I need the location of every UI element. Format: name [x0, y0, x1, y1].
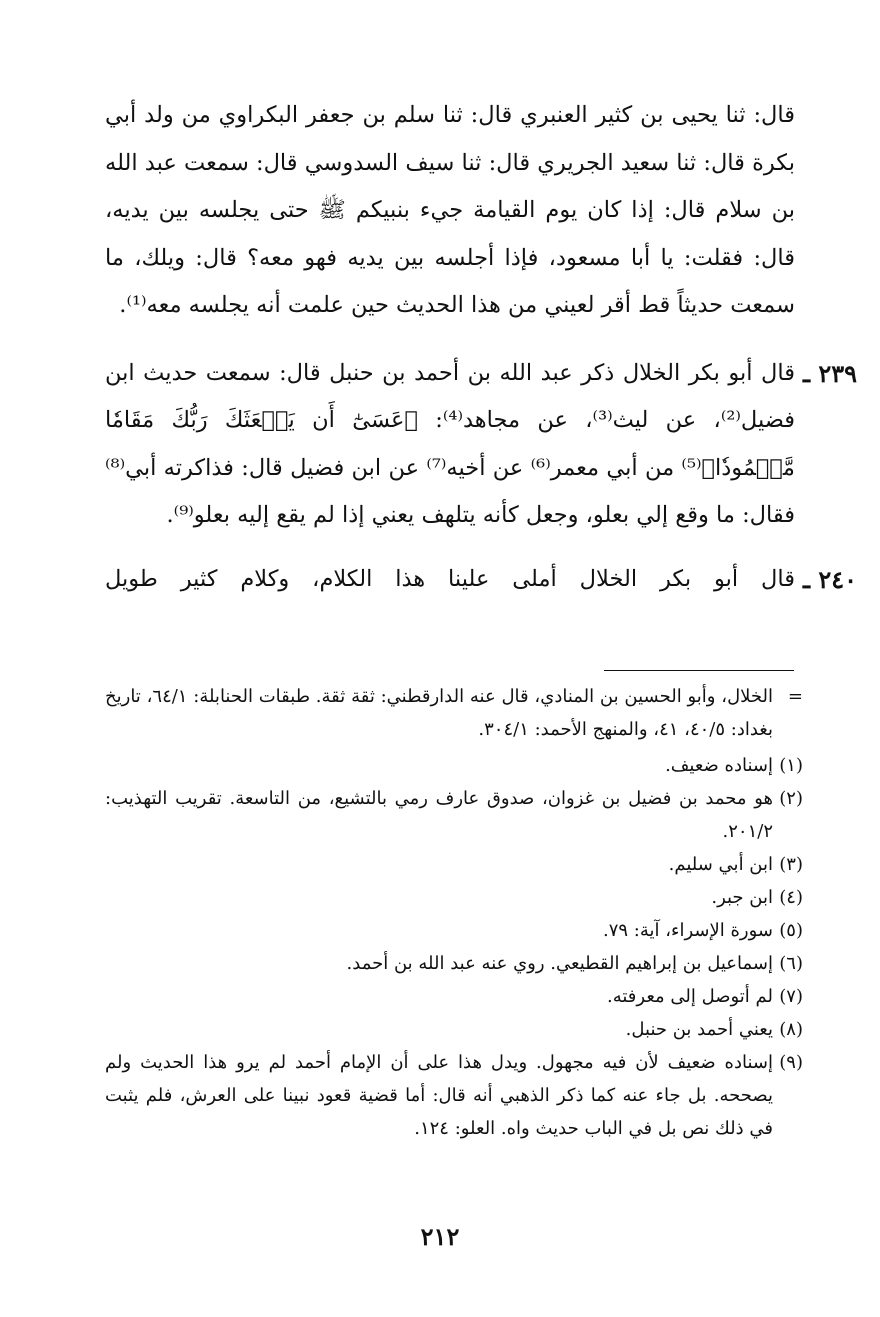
- footnote-7: [105, 980, 803, 1013]
- footnote-text: يعني أحمد بن حنبل.: [625, 1019, 773, 1040]
- footnote-3: [105, 848, 803, 881]
- footnote-5: [105, 914, 803, 947]
- footnote-6: [105, 947, 803, 980]
- footnote-mark: (٧): [779, 986, 803, 1007]
- footnote-mark: (٦): [779, 953, 803, 974]
- entry-number: ٢٣٩ ـ: [802, 358, 857, 388]
- footnote-mark: (١): [779, 755, 803, 776]
- footnote-mark: (٩): [779, 1052, 803, 1073]
- entry-text: قال أبو بكر الخلال ذكر عبد الله بن أحمد بن حنبل قال: سمعت حديث ابن فضيل⁽²⁾، عن ليث⁽³⁾، عن مجاهد⁽⁴⁾: ﴿عَسَىٰٓ أَن يَبۡعَثَكَ رَبُّكَ مَقَامٗا مَّحۡمُودٗا﴾⁽⁵⁾ من أبي معمر⁽⁶⁾ عن أخيه⁽⁷⁾ عن ابن فضيل قال: فذاكرته أبي⁽⁸⁾ فقال: ما وقع إلي بعلو، وجعل كأنه يتلهف يعني إذا لم يقع إليه بعلو⁽⁹⁾.: [105, 359, 795, 528]
- footnote-text: الخلال، وأبو الحسين بن المنادي، قال عنه الدارقطني: ثقة ثقة. طبقات الحنابلة: ٦٤/١، تاريخ بغداد: ٤٠/٥، ٤١، والمنهج الأحمد: ٣٠٤/١.: [105, 686, 773, 740]
- footnote-text: ابن أبي سليم.: [668, 854, 773, 875]
- footnote-8: [105, 1013, 803, 1046]
- footnote-1: [105, 749, 803, 782]
- footnote-text: إسماعيل بن إبراهيم القطيعي. روي عنه عبد الله بن أحمد.: [346, 953, 773, 974]
- entry-text: قال أبو بكر الخلال أملى علينا هذا الكلام، وكلام كثير طويل: [105, 565, 795, 592]
- entry-239: [105, 350, 857, 540]
- footnote-mark: (٨): [779, 1019, 803, 1040]
- footnote-mark: (٣): [779, 854, 803, 875]
- footnote-mark: (٥): [779, 920, 803, 941]
- footnote-mark: (٤): [779, 887, 803, 908]
- footnote-text: سورة الإسراء، آية: ٧٩.: [602, 920, 773, 941]
- footnote-text: إسناده ضعيف.: [665, 755, 773, 776]
- footnote-text: هو محمد بن فضيل بن غزوان، صدوق عارف رمي بالتشيع، من التاسعة. تقريب التهذيب: ٢٠١/٢.: [105, 788, 773, 842]
- paragraph-continuation: قال: ثنا يحيى بن كثير العنبري قال: ثنا سلم بن جعفر البكراوي من ولد أبي بكرة قال: ثنا سعيد الجريري قال: ثنا سيف السدوسي قال: سمعت عبد الله بن سلام قال: إذا كان يوم القيامة جيء بنبيكم ﷺ حتى يجلسه بين يديه، قال: فقلت: يا أبا مسعود، فإذا أجلسه بين يديه فهو معه؟ قال: ويلك، ما سمعت حديثاً قط أقر لعيني من هذا الحديث حين علمت أنه يجلسه معه⁽¹⁾.: [105, 102, 795, 318]
- footnote-continuation: [105, 680, 803, 746]
- footnote-mark: (٢): [779, 788, 803, 809]
- footnotes: [105, 680, 803, 1145]
- footnote-text: ابن جبر.: [711, 887, 773, 908]
- continuation-mark: =: [787, 686, 803, 707]
- entry-240: [105, 556, 857, 604]
- footnote-4: [105, 881, 803, 914]
- main-text: [105, 92, 857, 603]
- footnote-text: إسناده ضعيف لأن فيه مجهول. ويدل هذا على أن الإمام أحمد لم يرو هذا الحديث ولم يصححه. بل جاء عنه كما ذكر الذهبي أنه قال: أما قضية قعود نبينا على العرش، فلم يثبت في ذلك نص بل في الباب حديث واه. العلو: ١٢٤.: [105, 1052, 773, 1139]
- footnote-separator: [604, 670, 794, 671]
- entry-number: ٢٤٠ ـ: [802, 564, 857, 594]
- page-number: ٢١٢: [420, 1222, 460, 1251]
- footnote-9: [105, 1046, 803, 1145]
- footnote-text: لم أتوصل إلى معرفته.: [606, 986, 773, 1007]
- footnote-2: [105, 782, 803, 848]
